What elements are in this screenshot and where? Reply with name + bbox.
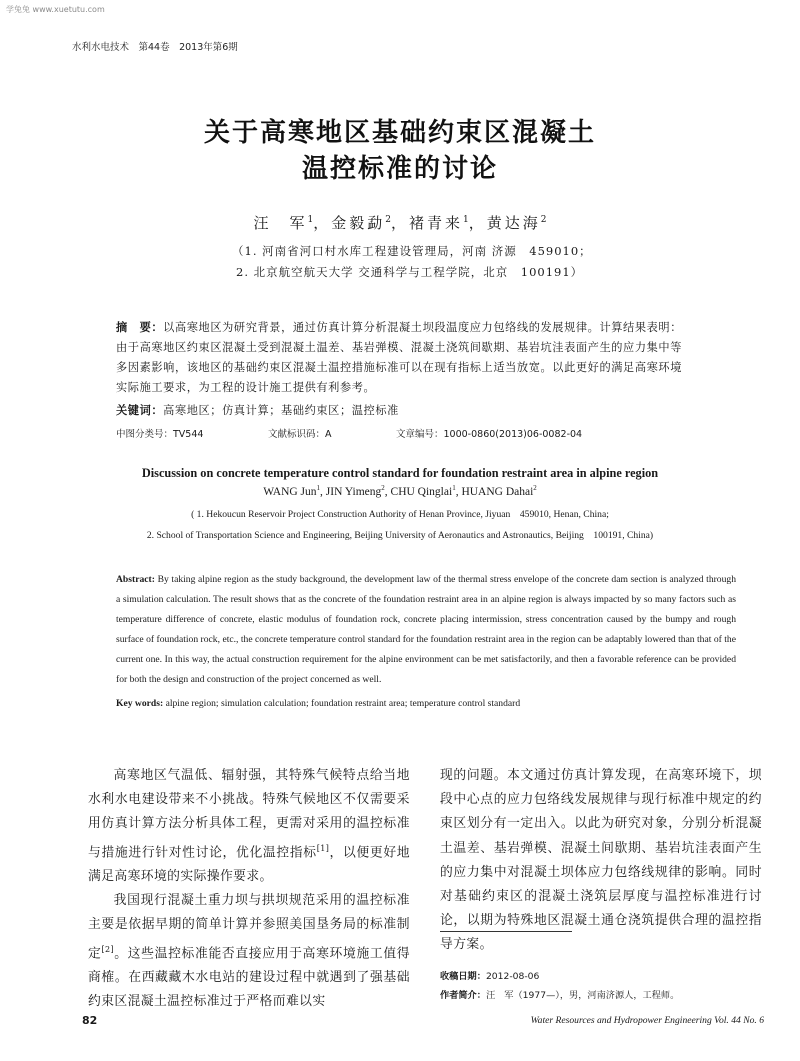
title-line-1: 关于高寒地区基础约束区混凝土 [203,118,596,148]
body-column-left [88,764,410,1015]
body-text: 。这些温控标准能否直接应用于高寒环境施工值得商榷。在西藏藏木水电站的建设过程中就遇到了强基础约束区混凝土温控标准过于严格而难以实 [88,945,410,1010]
author-name: HUANG Dahai [461,485,534,498]
abstract-en [116,570,736,690]
body-paragraph: 现的问题。本文通过仿真计算发现，在高寒环境下，坝段中心点的应力包络线发展规律与现行标准中规定的约束区划分有一定出入。以此为研究对象，分别分析混凝土温差、基岩弹模、混凝土间歇期、基岩坑洼表面产生的应力集中对混凝土坝体应力包络线规律的影响。同时对基础约束区的混凝土浇筑层厚度与温控标准进行讨论，以期为特殊地区混凝土通仓浇筑提供合理的温控指导方案。 [440,768,762,953]
keywords-en-label: Key words: [116,698,164,709]
citation-ref: [1] [316,843,330,853]
body-text: ，以便更好地满足高寒环境的实际操作要求。 [88,844,410,885]
body-paragraph [88,889,410,1014]
footnote-divider [440,931,572,932]
body-text: 我国现行混凝土重力坝与拱坝规范采用的温控标准主要是依据早期的简单计算并参照美国垦务局的标准制定 [88,893,410,961]
authors-en: WANG Jun$^1$, JIN Yimeng$^2$, CHU Qinglai$^1$, HUANG Dahai$^2$ [263,484,537,498]
body-text: 高寒地区气温低、辐射强，其特殊气候特点给当地水利水电建设带来不小挑战。特殊气候地区不仅需要采用仿真计算方法分析具体工程，更需对采用的温控标准与措施进行针对性讨论，优化温控指标 [88,768,410,860]
affiliation-en-1: ( 1. Hekoucun Reservoir Project Construction Authority of Henan Province, Jiyuan 459010, Henan, China; [191,509,609,520]
abstract-cn-text: 以高寒地区为研究背景，通过仿真计算分析混凝土坝段温度应力包络线的发展规律。计算结果表明：由于高寒地区约束区混凝土受到混凝土温差、基岩弹模、混凝土浇筑间歇期、基岩坑洼表面产生的应力集中等多因素影响，该地区的基础约束区混凝土温控措施标准可以在现有指标上适当放宽。以此更好的满足高寒环境实际施工要求，为工程的设计施工提供有利参考。 [116,321,682,394]
author-name: 汪 军 [253,214,308,232]
clc-number: 中图分类号：TV544 [116,429,204,440]
author-sup: 1 [307,215,314,225]
keywords-en [116,698,520,709]
author-sup: 2 [540,215,547,225]
author-sup: 2 [533,484,537,492]
author-name: 褚青来 [409,214,464,232]
author-name: JIN Yimeng [325,485,382,498]
page-number: 82 [82,1014,98,1027]
article-number: 文章编号：1000-0860(2013)06-0082-04 [396,429,583,440]
received-label: 收稿日期： [440,971,486,982]
site-watermark: 学兔兔 www.xuetutu.com [6,5,105,14]
received-date [440,968,539,982]
keywords-cn-text: 高寒地区；仿真计算；基础约束区；温控标准 [163,404,399,417]
author-sup: 1 [463,215,469,225]
english-title: Discussion on concrete temperature control standard for foundation restraint area in alpine region [141,466,659,480]
keywords-cn [116,402,399,418]
affiliation-en-2: 2. School of Transportation Science and Engineering, Beijing University of Aeronautics and Astronautics, Beijing 100191, China) [146,530,654,541]
author-sup: 2 [385,215,391,225]
authors-cn: 汪 军$^1$，金毅勐$^2$，褚青来$^1$，黄达海$^2$ [253,214,547,232]
author-name: 金毅勐 [331,214,386,232]
abstract-cn [116,318,682,398]
author-bio-label: 作者简介： [440,990,486,1001]
author-name: WANG Jun [263,485,317,498]
citation-ref: [2] [101,944,115,954]
journal-header: 水利水电技术 第44卷 2013年第6期 [72,42,238,53]
document-code: 文献标识码：A [268,429,332,440]
author-name: CHU Qinglai [390,485,453,498]
keywords-cn-label: 关键词： [116,404,164,417]
author-bio [440,987,679,1001]
keywords-en-text: alpine region; simulation calculation; foundation restraint area; temperature control standard [165,698,521,709]
abstract-en-label: Abstract: [116,574,155,585]
abstract-en-text: By taking alpine region as the study background, the development law of the thermal stress envelope of the concrete dam section is analyzed through a simulation calculation. The result shows that as the concrete of the foundation restraint area in an alpine region is always impacted by so many factors such as temperature difference of concrete, elastic modulus of foundation rock, concrete placing intermission, stress concentration caused by the bumpy and rough surface of foundation rock, etc., the concrete temperature control standard for the foundation restraint area in the region can be adaptably lowered than that of the current one. In this way, the actual construction requirement for the alpine environment can be met satisfactorily, and then a favorable reference can be provided for both the design and construction of the project concerned as well. [116,574,736,685]
abstract-cn-label: 摘 要： [116,321,164,334]
affiliation-cn-2: 2. 北京航空航天大学 交通科学与工程学院，北京 100191） [236,265,584,279]
author-sup: 1 [316,484,321,492]
author-sup: 2 [381,484,385,492]
author-bio-value: 汪 军（1977—），男，河南济源人，工程师。 [485,990,680,1001]
received-value: 2012-08-06 [485,971,540,982]
body-paragraph [88,764,410,889]
affiliation-cn-1: （1. 河南省河口村水库工程建设管理局，河南 济源 459010； [232,244,592,258]
footer-journal: Water Resources and Hydropower Engineering Vol. 44 No. 6 [530,1015,764,1026]
title-line-2: 温控标准的讨论 [301,154,498,184]
author-name: 黄达海 [486,214,541,232]
body-column-right [440,764,762,958]
author-sup: 1 [452,484,456,492]
